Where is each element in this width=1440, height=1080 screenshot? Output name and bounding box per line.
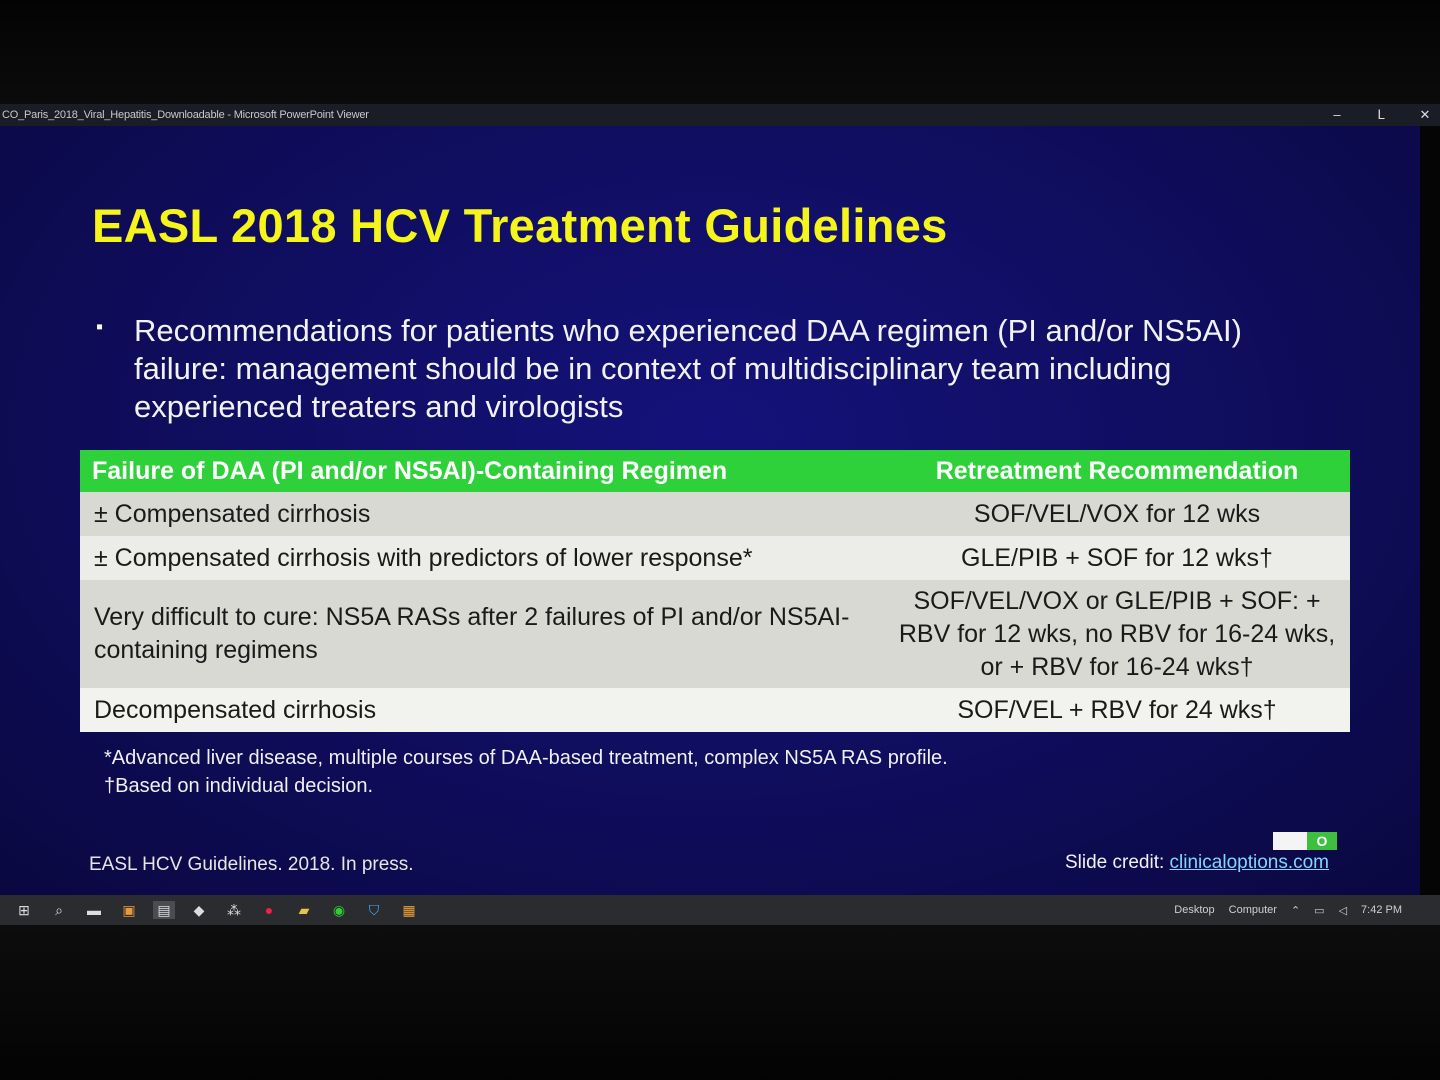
system-tray bbox=[1174, 895, 1402, 925]
table-cell-recommendation: SOF/VEL + RBV for 24 wks† bbox=[884, 688, 1350, 732]
slide bbox=[0, 126, 1420, 895]
window-title-bar bbox=[0, 104, 1440, 126]
shield-icon[interactable]: ⛉ bbox=[368, 902, 380, 918]
clinical-options-logo bbox=[1273, 832, 1337, 850]
bullet-point bbox=[96, 312, 1316, 426]
table-cell-failure: ± Compensated cirrhosis bbox=[80, 492, 884, 536]
taskbar bbox=[0, 895, 1440, 925]
network-tray-icon[interactable]: ▭ bbox=[1314, 904, 1325, 917]
table-row bbox=[80, 580, 1350, 688]
citation: EASL HCV Guidelines. 2018. In press. bbox=[89, 854, 414, 875]
footnotes bbox=[104, 744, 948, 800]
slide-title: EASL 2018 HCV Treatment Guidelines bbox=[92, 199, 948, 252]
table-header-failure: Failure of DAA (PI and/or NS5AI)-Containing Regimen bbox=[80, 450, 884, 492]
slide-credit-label: Slide credit: bbox=[1065, 852, 1170, 873]
record-icon[interactable]: ● bbox=[264, 902, 274, 918]
table-cell-failure: ± Compensated cirrhosis with predictors of lower response* bbox=[80, 536, 884, 580]
chevron-up-icon[interactable]: ⌃ bbox=[1290, 904, 1301, 917]
table-header-row bbox=[80, 450, 1350, 492]
table-row bbox=[80, 536, 1350, 580]
bullet-marker-icon: ▪ bbox=[96, 316, 104, 338]
table-row bbox=[80, 492, 1350, 536]
table-header-retreatment: Retreatment Recommendation bbox=[884, 450, 1350, 492]
folder-icon[interactable]: ▰ bbox=[298, 902, 310, 918]
minimize-button[interactable]: – bbox=[1333, 107, 1341, 122]
window-title: CO_Paris_2018_Viral_Hepatitis_Downloadable - Microsoft PowerPoint Viewer bbox=[2, 109, 369, 121]
file-explorer-icon[interactable]: ▬ bbox=[87, 902, 101, 918]
table-cell-recommendation: GLE/PIB + SOF for 12 wks† bbox=[884, 536, 1350, 580]
footnote-asterisk: *Advanced liver disease, multiple courses of DAA-based treatment, complex NS5A RAS profile. bbox=[104, 747, 948, 769]
footnote-dagger: †Based on individual decision. bbox=[104, 775, 374, 797]
monitor-bezel-top bbox=[0, 0, 1440, 105]
recommendation-table bbox=[80, 450, 1350, 732]
slide-credit bbox=[1065, 852, 1329, 874]
app-icon[interactable]: ◆ bbox=[193, 902, 205, 918]
table-cell-recommendation: SOF/VEL/VOX or GLE/PIB + SOF: + RBV for 12 wks, no RBV for 16-24 wks, or + RBV for 16-24 wks† bbox=[884, 580, 1350, 688]
network-icon[interactable]: ⁂ bbox=[227, 902, 241, 918]
logo-o: O bbox=[1307, 832, 1337, 850]
toolbar-computer[interactable]: Computer bbox=[1228, 904, 1277, 916]
notes-icon[interactable]: ▦ bbox=[402, 902, 416, 918]
volume-icon[interactable]: ◁ bbox=[1338, 904, 1348, 917]
table-cell-recommendation: SOF/VEL/VOX for 12 wks bbox=[884, 492, 1350, 536]
powerpoint-viewer-icon[interactable]: ▤ bbox=[153, 901, 175, 919]
close-button[interactable]: ✕ bbox=[1419, 107, 1431, 122]
photos-icon[interactable]: ▣ bbox=[122, 902, 136, 918]
windows-start-icon[interactable]: ⊞ bbox=[18, 902, 30, 918]
chrome-icon[interactable]: ◉ bbox=[332, 902, 346, 918]
table-cell-failure: Very difficult to cure: NS5A RASs after 2 failures of PI and/or NS5AI-containing regimens bbox=[80, 580, 884, 688]
toolbar-desktop[interactable]: Desktop bbox=[1174, 904, 1215, 916]
monitor-bezel-bottom bbox=[0, 925, 1440, 1080]
clock[interactable]: 7:42 PM bbox=[1361, 904, 1402, 916]
search-icon[interactable]: ⌕ bbox=[55, 902, 63, 918]
slide-credit-link[interactable]: clinicaloptions.com bbox=[1169, 852, 1330, 873]
table-cell-failure: Decompensated cirrhosis bbox=[80, 688, 884, 732]
logo-box bbox=[1273, 832, 1307, 850]
bullet-text: Recommendations for patients who experienced DAA regimen (PI and/or NS5AI) failure: management should be in context of multidisciplinary team including experienced treaters and virologists bbox=[134, 313, 1242, 424]
table-row bbox=[80, 688, 1350, 732]
restore-button[interactable]: ᒪ bbox=[1377, 107, 1385, 122]
